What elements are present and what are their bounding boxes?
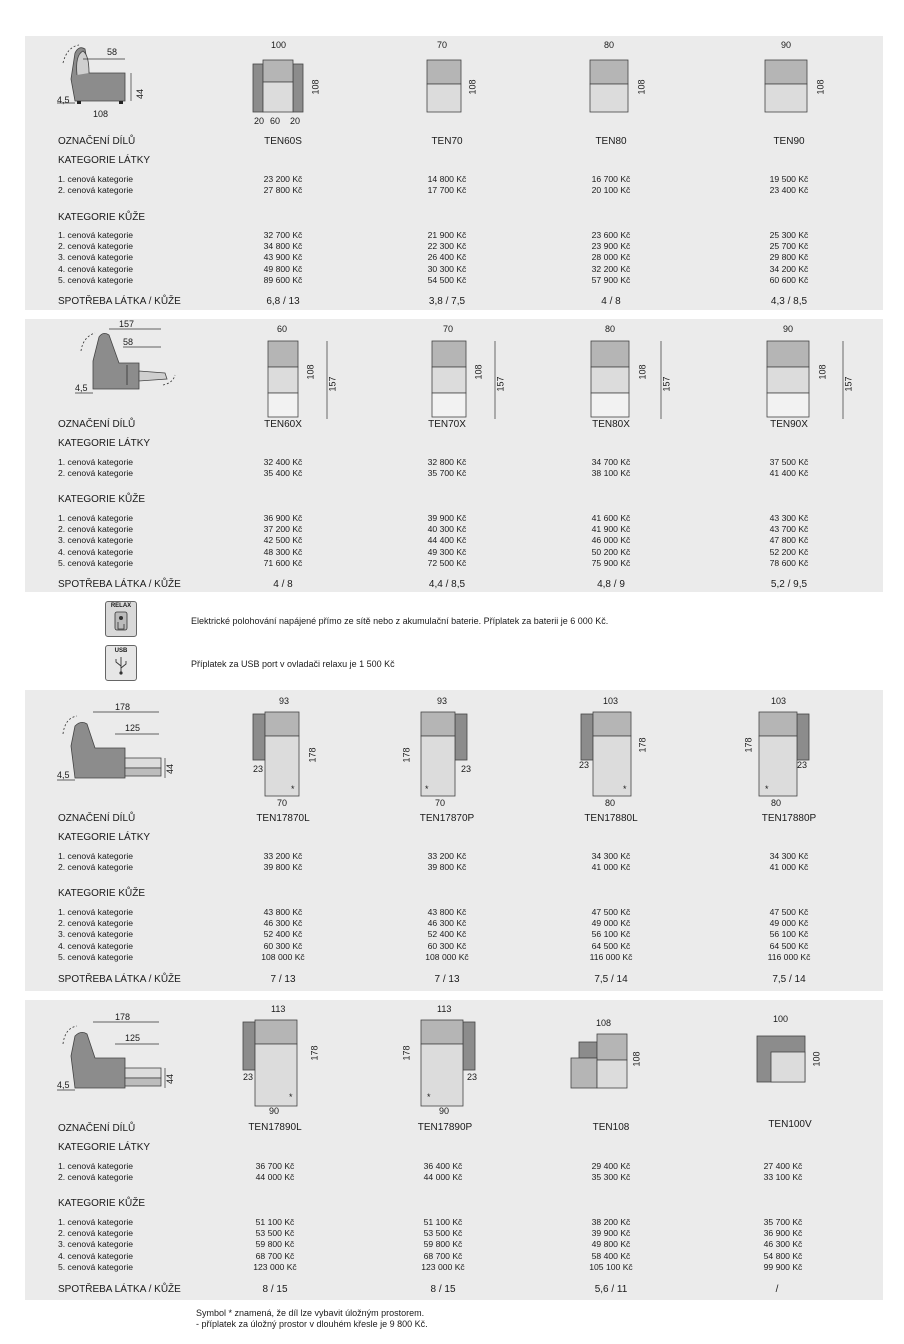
label-fabric: KATEGORIE LÁTKY bbox=[58, 155, 151, 166]
dim-width: 70 bbox=[443, 324, 454, 334]
fabric-row-labels bbox=[58, 174, 133, 196]
dim-width: 100 bbox=[773, 1014, 789, 1024]
fabric-prices: 32 800 Kč 35 700 Kč bbox=[427, 457, 467, 479]
dim-108: 108 bbox=[93, 109, 109, 119]
label-consumption: SPOTŘEBA LÁTKA / KŮŽE bbox=[58, 296, 181, 307]
hand-remote-icon bbox=[106, 609, 136, 633]
relax-badge bbox=[105, 601, 137, 637]
row-label: 2. cenová kategorie bbox=[58, 1228, 134, 1239]
part-code: TEN17890P bbox=[417, 1122, 473, 1133]
label-consumption: SPOTŘEBA LÁTKA / KŮŽE bbox=[58, 579, 181, 590]
storage-star: * bbox=[765, 784, 769, 794]
row-label: 1. cenová kategorie bbox=[58, 174, 134, 184]
dim-width: 103 bbox=[603, 696, 619, 706]
storage-star: * bbox=[289, 1092, 293, 1102]
consumption-value: 8 / 15 bbox=[430, 1284, 456, 1295]
leather-prices: 36 900 Kč 37 200 Kč 42 500 Kč 48 300 Kč 71 600 Kč bbox=[263, 513, 303, 568]
plan-TEN17880P bbox=[739, 694, 839, 806]
plan-shape bbox=[253, 56, 313, 116]
row-label: 4. cenová kategorie bbox=[58, 1250, 134, 1261]
fabric-prices: 16 700 Kč 20 100 Kč bbox=[591, 174, 631, 196]
dim-178: 178 bbox=[115, 702, 131, 712]
dim-58: 58 bbox=[107, 47, 118, 57]
fabric-prices: 27 400 Kč 33 100 Kč bbox=[763, 1161, 803, 1183]
part-code: TEN17890L bbox=[248, 1122, 302, 1133]
section-4-panel bbox=[25, 1000, 883, 1300]
fabric-prices: 33 200 Kč 39 800 Kč bbox=[263, 851, 303, 873]
dim-seat: 60 bbox=[270, 116, 281, 126]
row-label: 5. cenová kategorie bbox=[58, 1261, 134, 1272]
label-leather: KATEGORIE KŮŽE bbox=[58, 494, 146, 505]
dim-44: 44 bbox=[165, 763, 176, 775]
dim-4-5: 4,5 bbox=[75, 383, 88, 393]
plan-shape bbox=[590, 56, 634, 116]
leather-prices: 25 300 Kč 25 700 Kč 29 800 Kč 34 200 Kč 60 600 Kč bbox=[769, 230, 809, 285]
dim-length: 178 bbox=[401, 747, 412, 763]
row-label: 1. cenová kategorie bbox=[58, 230, 134, 240]
dim-arm: 23 bbox=[461, 764, 472, 774]
fabric-prices: 33 200 Kč 39 800 Kč bbox=[427, 851, 467, 873]
row-label: 2. cenová kategorie bbox=[58, 185, 134, 196]
dim-length: 178 bbox=[307, 747, 318, 763]
row-label: 1. cenová kategorie bbox=[58, 1161, 134, 1171]
part-code: TEN90X bbox=[770, 419, 808, 430]
side-profile-diagram bbox=[53, 702, 193, 782]
consumption-value: 7 / 13 bbox=[434, 974, 460, 985]
dim-arm: 23 bbox=[579, 760, 590, 770]
dim-depth-open: 157 bbox=[495, 376, 506, 392]
side-profile-diagram bbox=[53, 321, 183, 401]
dim-157: 157 bbox=[119, 319, 135, 329]
fabric-prices: 34 300 Kč 41 000 Kč bbox=[591, 851, 631, 873]
part-code: TEN70X bbox=[428, 419, 466, 430]
row-label: 2. cenová kategorie bbox=[58, 241, 134, 252]
dim-depth-open: 157 bbox=[661, 376, 672, 392]
fabric-prices: 23 200 Kč 27 800 Kč bbox=[263, 174, 303, 196]
dim-44: 44 bbox=[165, 1073, 176, 1085]
plan-TEN100V bbox=[755, 1002, 855, 1102]
section-2-panel bbox=[25, 319, 883, 592]
label-leather: KATEGORIE KŮŽE bbox=[58, 212, 146, 223]
label-leather: KATEGORIE KŮŽE bbox=[58, 888, 146, 899]
fabric-prices: 19 500 Kč 23 400 Kč bbox=[769, 174, 809, 196]
recliner-open-side-svg bbox=[53, 321, 183, 401]
dim-depth: 108 bbox=[637, 364, 648, 380]
dim-depth: 100 bbox=[811, 1051, 822, 1067]
plan-shape bbox=[767, 339, 815, 419]
leather-prices: 43 800 Kč 46 300 Kč 52 400 Kč 60 300 Kč 108 000 Kč bbox=[425, 907, 469, 962]
dim-seat: 70 bbox=[277, 798, 288, 808]
footnote-line-1: Symbol * znamená, že díl lze vybavit úložným prostorem. bbox=[196, 1308, 425, 1318]
dim-arm: 23 bbox=[253, 764, 264, 774]
plan-TEN108 bbox=[571, 1002, 671, 1102]
part-code: TEN60S bbox=[264, 136, 302, 147]
dim-width: 80 bbox=[605, 324, 616, 334]
section-1-panel bbox=[25, 36, 883, 310]
label-code: OZNAČENÍ DÍLŮ bbox=[58, 419, 136, 430]
section-3-panel bbox=[25, 690, 883, 991]
consumption-value: 4 / 8 bbox=[601, 296, 621, 307]
fabric-prices: 37 500 Kč 41 400 Kč bbox=[769, 457, 809, 479]
dim-depth-open: 157 bbox=[843, 376, 854, 392]
row-label: 1. cenová kategorie bbox=[58, 1217, 134, 1227]
dim-4-5: 4,5 bbox=[57, 95, 70, 105]
footnote bbox=[196, 1308, 428, 1330]
row-label: 4. cenová kategorie bbox=[58, 940, 134, 951]
dim-arm-left: 20 bbox=[254, 116, 265, 126]
leather-prices: 35 700 Kč 36 900 Kč 46 300 Kč 54 800 Kč 99 900 Kč bbox=[763, 1217, 803, 1272]
plan-TEN80X bbox=[591, 323, 691, 419]
plan-TEN80 bbox=[590, 40, 670, 120]
plan-TEN90 bbox=[765, 40, 845, 120]
dim-4-5: 4,5 bbox=[57, 1080, 70, 1090]
leather-prices: 39 900 Kč 40 300 Kč 44 400 Kč 49 300 Kč 72 500 Kč bbox=[427, 513, 467, 568]
plan-TEN17870L bbox=[245, 694, 345, 806]
consumption-value: 3,8 / 7,5 bbox=[428, 296, 466, 307]
dim-width: 80 bbox=[604, 40, 615, 50]
plan-shape bbox=[591, 339, 635, 419]
consumption-value: 5,6 / 11 bbox=[594, 1284, 628, 1295]
dim-seat: 70 bbox=[435, 798, 446, 808]
side-profile-diagram bbox=[53, 1012, 193, 1092]
row-label: 1. cenová kategorie bbox=[58, 513, 134, 523]
label-leather: KATEGORIE KŮŽE bbox=[58, 1198, 146, 1209]
plan-shape bbox=[243, 1018, 309, 1110]
dim-44: 44 bbox=[135, 88, 146, 100]
row-label: 1. cenová kategorie bbox=[58, 907, 134, 917]
leather-prices: 43 300 Kč 43 700 Kč 47 800 Kč 52 200 Kč 78 600 Kč bbox=[769, 513, 809, 568]
dim-depth: 108 bbox=[467, 79, 478, 95]
dim-depth-open: 157 bbox=[327, 376, 338, 392]
dim-seat: 90 bbox=[269, 1106, 280, 1116]
consumption-value: 7,5 / 14 bbox=[594, 974, 628, 985]
consumption-value: 4,4 / 8,5 bbox=[428, 579, 466, 590]
part-code: TEN70 bbox=[431, 136, 463, 147]
part-code: TEN80 bbox=[595, 136, 627, 147]
dim-125: 125 bbox=[125, 1033, 141, 1043]
consumption-value: 6,8 / 13 bbox=[266, 296, 300, 307]
plan-shape bbox=[765, 56, 813, 116]
relax-badge-text: RELAX bbox=[110, 603, 132, 609]
fabric-row-labels bbox=[58, 851, 133, 873]
part-code: TEN80X bbox=[592, 419, 630, 430]
plan-TEN17890L bbox=[239, 1002, 339, 1120]
dim-178: 178 bbox=[115, 1012, 131, 1022]
label-code: OZNAČENÍ DÍLŮ bbox=[58, 813, 136, 824]
storage-star: * bbox=[291, 784, 295, 794]
plan-shape bbox=[432, 339, 472, 419]
row-label: 2. cenová kategorie bbox=[58, 918, 134, 929]
row-label: 2. cenová kategorie bbox=[58, 524, 134, 535]
dim-width: 90 bbox=[781, 40, 792, 50]
leather-prices: 51 100 Kč 53 500 Kč 59 800 Kč 68 700 Kč 123 000 Kč bbox=[421, 1217, 465, 1272]
usb-note: Příplatek za USB port v ovladači relaxu je 1 500 Kč bbox=[191, 659, 395, 669]
leather-prices: 47 500 Kč 49 000 Kč 56 100 Kč 64 500 Kč 116 000 Kč bbox=[589, 907, 633, 962]
dim-width: 93 bbox=[437, 696, 448, 706]
leather-prices: 51 100 Kč 53 500 Kč 59 800 Kč 68 700 Kč 123 000 Kč bbox=[253, 1217, 297, 1272]
dim-width: 100 bbox=[271, 40, 287, 50]
consumption-value: 4,8 / 9 bbox=[597, 579, 625, 590]
row-label: 5. cenová kategorie bbox=[58, 274, 134, 285]
storage-star: * bbox=[623, 784, 627, 794]
consumption-value: 5,2 / 9,5 bbox=[770, 579, 808, 590]
plan-shape bbox=[581, 710, 647, 800]
plan-TEN70X bbox=[431, 323, 521, 419]
row-label: 1. cenová kategorie bbox=[58, 851, 134, 861]
dim-depth: 108 bbox=[815, 79, 826, 95]
leather-prices: 32 700 Kč 34 800 Kč 43 900 Kč 49 800 Kč 89 600 Kč bbox=[263, 230, 303, 285]
leather-row-labels bbox=[58, 513, 133, 569]
row-label: 5. cenová kategorie bbox=[58, 557, 134, 568]
consumption-value: 8 / 15 bbox=[262, 1284, 288, 1295]
corner-shape bbox=[755, 1034, 811, 1090]
plan-TEN70 bbox=[425, 40, 505, 120]
dim-length: 178 bbox=[743, 737, 754, 753]
dim-depth: 108 bbox=[817, 364, 828, 380]
dim-arm: 23 bbox=[467, 1072, 478, 1082]
plan-TEN17890P bbox=[401, 1002, 507, 1120]
dim-width: 70 bbox=[437, 40, 448, 50]
plan-shape bbox=[421, 710, 481, 800]
label-code: OZNAČENÍ DÍLŮ bbox=[58, 1123, 136, 1134]
leather-prices: 43 800 Kč 46 300 Kč 52 400 Kč 60 300 Kč 108 000 Kč bbox=[261, 907, 305, 962]
plan-shape bbox=[427, 56, 467, 116]
part-code: TEN90 bbox=[773, 136, 805, 147]
row-label: 2. cenová kategorie bbox=[58, 862, 134, 873]
fabric-prices: 36 400 Kč 44 000 Kč bbox=[423, 1161, 463, 1183]
dim-length: 178 bbox=[401, 1045, 412, 1061]
relax-note: Elektrické polohování napájené přímo ze sítě nebo z akumulační baterie. Příplatek za baterii je 6 000 Kč. bbox=[191, 616, 609, 626]
dim-arm: 23 bbox=[243, 1072, 254, 1082]
label-code: OZNAČENÍ DÍLŮ bbox=[58, 136, 136, 147]
dim-depth: 108 bbox=[473, 364, 484, 380]
plan-shape bbox=[253, 710, 313, 800]
usb-badge-text: USB bbox=[114, 648, 128, 654]
dim-width: 90 bbox=[783, 324, 794, 334]
leather-prices: 21 900 Kč 22 300 Kč 26 400 Kč 30 300 Kč 54 500 Kč bbox=[427, 230, 467, 285]
leather-prices: 38 200 Kč 39 900 Kč 49 800 Kč 58 400 Kč 105 100 Kč bbox=[589, 1217, 633, 1272]
row-label: 3. cenová kategorie bbox=[58, 252, 134, 263]
row-label: 3. cenová kategorie bbox=[58, 535, 134, 546]
corner-shape bbox=[571, 1032, 635, 1092]
row-label: 2. cenová kategorie bbox=[58, 468, 134, 479]
plan-TEN90X bbox=[767, 323, 867, 419]
dim-125: 125 bbox=[125, 723, 141, 733]
fabric-prices: 32 400 Kč 35 400 Kč bbox=[263, 457, 303, 479]
fabric-prices: 34 300 Kč 41 000 Kč bbox=[769, 851, 809, 873]
dim-seat: 90 bbox=[439, 1106, 450, 1116]
leather-row-labels bbox=[58, 1217, 133, 1273]
consumption-value: 7 / 13 bbox=[270, 974, 296, 985]
consumption-value: 7,5 / 14 bbox=[772, 974, 806, 985]
dim-arm: 23 bbox=[797, 760, 808, 770]
part-code: TEN17870L bbox=[256, 813, 310, 824]
dim-width: 108 bbox=[596, 1018, 612, 1028]
fabric-prices: 29 400 Kč 35 300 Kč bbox=[591, 1161, 631, 1183]
dim-depth: 108 bbox=[636, 79, 647, 95]
plan-TEN17880L bbox=[573, 694, 673, 806]
leather-prices: 23 600 Kč 23 900 Kč 28 000 Kč 32 200 Kč 57 900 Kč bbox=[591, 230, 631, 285]
dim-seat: 80 bbox=[771, 798, 782, 808]
part-code: TEN17880L bbox=[584, 813, 638, 824]
row-label: 1. cenová kategorie bbox=[58, 457, 134, 467]
fabric-prices: 14 800 Kč 17 700 Kč bbox=[427, 174, 467, 196]
row-label: 3. cenová kategorie bbox=[58, 929, 134, 940]
label-consumption: SPOTŘEBA LÁTKA / KŮŽE bbox=[58, 974, 181, 985]
fabric-prices: 34 700 Kč 38 100 Kč bbox=[591, 457, 631, 479]
part-code: TEN108 bbox=[592, 1122, 630, 1133]
leather-prices: 41 600 Kč 41 900 Kč 46 000 Kč 50 200 Kč 75 900 Kč bbox=[591, 513, 631, 568]
consumption-value: 4,3 / 8,5 bbox=[770, 296, 808, 307]
row-label: 3. cenová kategorie bbox=[58, 1239, 134, 1250]
plan-TEN60S bbox=[250, 40, 360, 128]
part-code: TEN17870P bbox=[419, 813, 475, 824]
dim-width: 103 bbox=[771, 696, 787, 706]
part-code: TEN60X bbox=[264, 419, 302, 430]
leather-row-labels bbox=[58, 230, 133, 286]
consumption-value: 4 / 8 bbox=[273, 579, 293, 590]
part-code: TEN100V bbox=[768, 1119, 812, 1130]
storage-star: * bbox=[425, 784, 429, 794]
part-code: TEN17880P bbox=[761, 813, 817, 824]
dim-depth: 108 bbox=[631, 1051, 642, 1067]
fabric-row-labels bbox=[58, 1161, 133, 1183]
side-profile-diagram bbox=[53, 41, 163, 121]
footnote-line-2: - příplatek za úložný prostor v dlouhém křesle je 9 800 Kč. bbox=[196, 1319, 428, 1329]
dim-seat: 80 bbox=[605, 798, 616, 808]
consumption-value: / bbox=[775, 1284, 779, 1295]
label-fabric: KATEGORIE LÁTKY bbox=[58, 438, 151, 449]
row-label: 5. cenová kategorie bbox=[58, 951, 134, 962]
usb-icon bbox=[106, 654, 136, 676]
dim-depth: 108 bbox=[310, 79, 321, 95]
leather-row-labels bbox=[58, 907, 133, 963]
row-label: 4. cenová kategorie bbox=[58, 263, 134, 274]
dim-width: 113 bbox=[437, 1004, 452, 1014]
leather-prices: 47 500 Kč 49 000 Kč 56 100 Kč 64 500 Kč 116 000 Kč bbox=[767, 907, 811, 962]
row-label: 4. cenová kategorie bbox=[58, 546, 134, 557]
dim-58: 58 bbox=[123, 337, 134, 347]
dim-length: 178 bbox=[309, 1045, 320, 1061]
plan-shape bbox=[268, 339, 308, 419]
label-fabric: KATEGORIE LÁTKY bbox=[58, 1142, 151, 1153]
dim-arm-right: 20 bbox=[290, 116, 301, 126]
label-fabric: KATEGORIE LÁTKY bbox=[58, 832, 151, 843]
usb-badge bbox=[105, 645, 137, 681]
dim-4-5: 4,5 bbox=[57, 770, 70, 780]
dim-width: 93 bbox=[279, 696, 290, 706]
dim-depth: 108 bbox=[305, 364, 316, 380]
fabric-prices: 36 700 Kč 44 000 Kč bbox=[255, 1161, 295, 1183]
storage-star: * bbox=[427, 1092, 431, 1102]
dim-width: 113 bbox=[271, 1004, 286, 1014]
row-label: 2. cenová kategorie bbox=[58, 1172, 134, 1183]
dim-length: 178 bbox=[637, 737, 648, 753]
fabric-row-labels bbox=[58, 457, 133, 479]
dim-width: 60 bbox=[277, 324, 288, 334]
label-consumption: SPOTŘEBA LÁTKA / KŮŽE bbox=[58, 1284, 181, 1295]
plan-TEN17870P bbox=[401, 694, 505, 808]
plan-TEN60X bbox=[267, 323, 357, 419]
